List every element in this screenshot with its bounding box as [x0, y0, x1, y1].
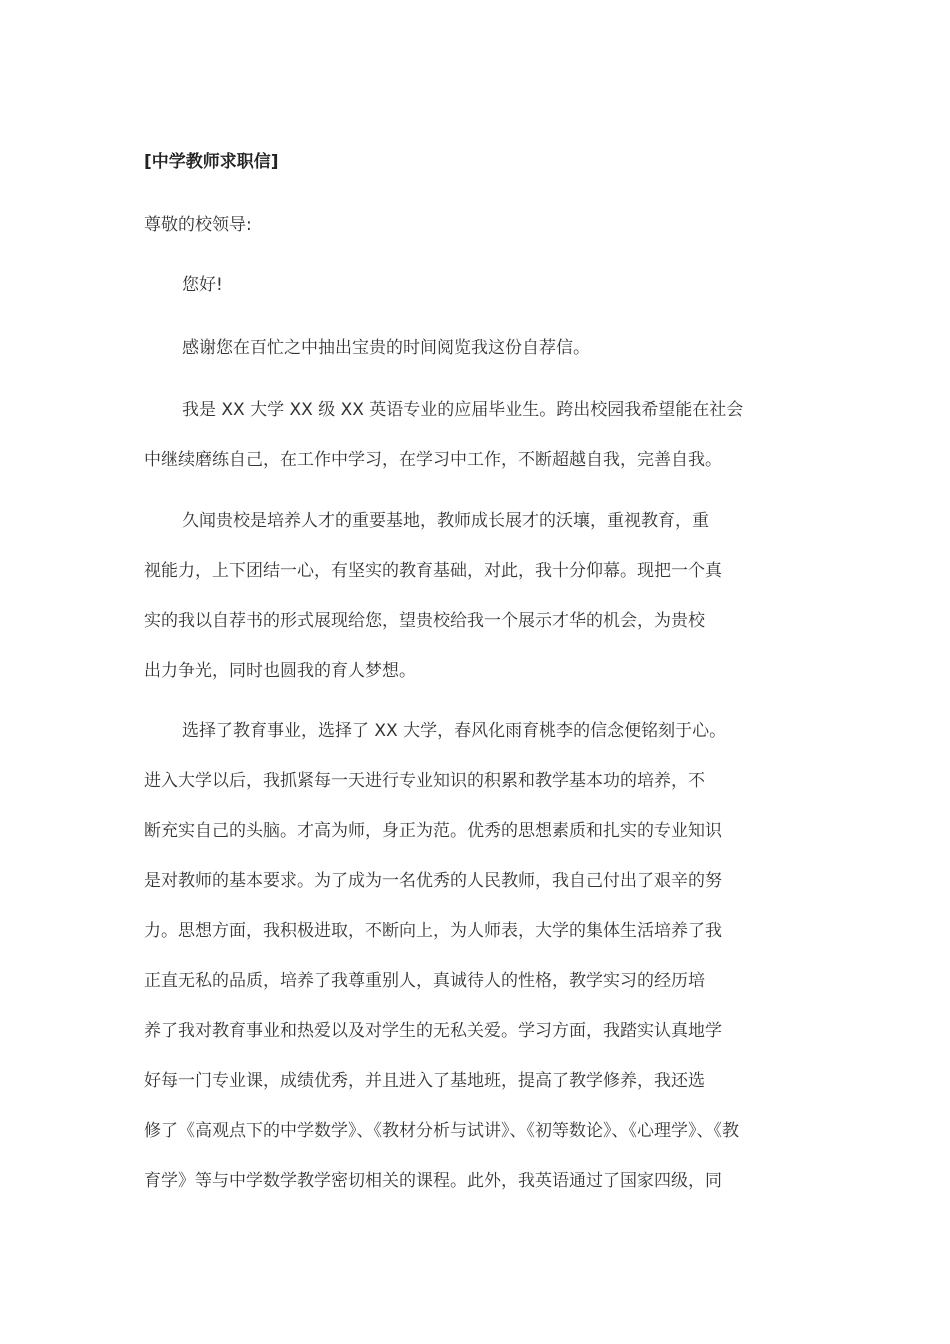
paragraph-line: 久闻贵校是培养人才的重要基地，教师成长展才的沃壤，重视教育，重	[182, 511, 709, 531]
paragraph-line: 力。思想方面，我积极进取，不断向上，为人师表，大学的集体生活培养了我	[144, 921, 722, 941]
paragraph-line: 修了《高观点下的中学数学》、《教材分析与试讲》、《初等数论》、《心理学》、《教	[144, 1121, 739, 1141]
paragraph-line: 养了我对教育事业和热爱以及对学生的无私关爱。学习方面，我踏实认真地学	[144, 1021, 722, 1041]
paragraph-line: 出力争光，同时也圆我的育人梦想。	[144, 661, 416, 681]
paragraph-education-career	[144, 719, 804, 1219]
paragraph-line: 选择了教育事业，选择了 XX 大学，春风化雨育桃李的信念便铭刻于心。	[182, 721, 727, 741]
salutation: 尊敬的校领导:	[144, 215, 252, 235]
paragraph-line: 实的我以自荐书的形式展现给您，望贵校给我一个展示才华的机会，为贵校	[144, 611, 705, 631]
paragraph-line: 育学》等与中学数学教学密切相关的课程。此外，我英语通过了国家四级，同	[144, 1171, 722, 1191]
paragraph-greeting	[144, 273, 804, 323]
letter-title: [中学教师求职信]	[144, 152, 279, 172]
paragraph-line: 中继续磨练自己，在工作中学习，在学习中工作，不断超越自我，完善自我。	[144, 450, 722, 470]
paragraph-line: 进入大学以后，我抓紧每一天进行专业知识的积累和教学基本功的培养，不	[144, 771, 705, 791]
paragraph-line: 断充实自己的头脑。才高为师，身正为范。优秀的思想素质和扎实的专业知识	[144, 821, 722, 841]
paragraph-line: 感谢您在百忙之中抽出宝贵的时间阅览我这份自荐信。	[182, 338, 590, 358]
paragraph-line: 是对教师的基本要求。为了成为一名优秀的人民教师，我自己付出了艰辛的努	[144, 871, 722, 891]
paragraph-introduction	[144, 398, 804, 498]
paragraph-line: 好每一门专业课，成绩优秀，并且进入了基地班，提高了教学修养，我还选	[144, 1071, 705, 1091]
paragraph-thanks	[144, 336, 804, 386]
paragraph-school-praise	[144, 509, 804, 709]
paragraph-line: 我是 XX 大学 XX 级 XX 英语专业的应届毕业生。跨出校园我希望能在社会	[182, 400, 744, 420]
paragraph-line: 您好!	[182, 275, 223, 295]
paragraph-line: 正直无私的品质，培养了我尊重别人，真诚待人的性格，教学实习的经历培	[144, 971, 705, 991]
paragraph-line: 视能力，上下团结一心，有坚实的教育基础，对此，我十分仰幕。现把一个真	[144, 561, 722, 581]
